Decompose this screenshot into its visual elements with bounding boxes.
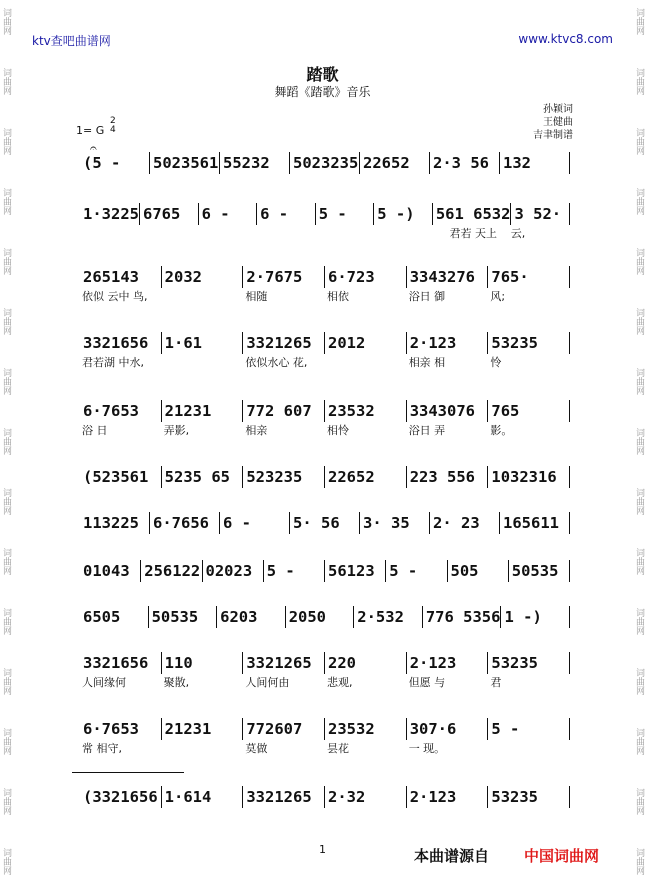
measure: 3321265 bbox=[243, 786, 325, 808]
watermark-text: 词曲网 bbox=[634, 548, 644, 575]
lyric-segment bbox=[141, 225, 202, 241]
lyric-segment: 依似 云中 鸟, bbox=[82, 290, 148, 303]
watermark-text: 词曲网 bbox=[1, 548, 11, 575]
lyrics-line bbox=[80, 354, 570, 370]
lyric-segment bbox=[325, 225, 386, 241]
measure: 3343076 bbox=[407, 400, 489, 422]
lyric-segment bbox=[386, 225, 447, 241]
watermark-text: 词曲网 bbox=[1, 128, 11, 155]
watermark-text: 词曲网 bbox=[634, 608, 644, 635]
notation-line bbox=[80, 606, 570, 628]
score-row bbox=[80, 718, 570, 755]
lyric-segment: 浴日 御 bbox=[408, 290, 446, 303]
measure: 6 - bbox=[199, 203, 258, 225]
measure: (5 - bbox=[80, 152, 150, 174]
watermark-text: 词曲网 bbox=[634, 308, 644, 335]
lyric-segment: 相亲 相 bbox=[408, 356, 446, 369]
footer-site-name[interactable]: 中国词曲网 bbox=[524, 847, 600, 865]
lyric-segment: 君若湖 中水, bbox=[82, 356, 144, 369]
lyric-segment bbox=[264, 225, 325, 241]
measure: 5023235 bbox=[290, 152, 360, 174]
measure: 3343276 bbox=[407, 266, 489, 288]
measure: 772607 bbox=[243, 718, 325, 740]
measure: 3321656 bbox=[80, 652, 162, 674]
lyric-segment: 昙花 bbox=[327, 742, 350, 755]
measure: 223 556 bbox=[407, 466, 489, 488]
lyric-segment: 莫做 bbox=[245, 742, 268, 755]
measure: 55232 bbox=[220, 152, 290, 174]
measure: 1·61 bbox=[162, 332, 244, 354]
score-row bbox=[80, 512, 570, 534]
time-signature bbox=[110, 117, 116, 135]
measure: 50535 bbox=[509, 560, 570, 582]
watermark-text: 词曲网 bbox=[634, 248, 644, 275]
measure: 2012 bbox=[325, 332, 407, 354]
measure: 561 6532 bbox=[433, 203, 512, 225]
measure: 2032 bbox=[162, 266, 244, 288]
lyricist-credit: 孙颖词 bbox=[543, 104, 573, 115]
watermark-text: 词曲网 bbox=[634, 488, 644, 515]
measure: 307·6 bbox=[407, 718, 489, 740]
score-row bbox=[80, 152, 570, 174]
measure: 132 bbox=[500, 152, 570, 174]
watermark-text: 词曲网 bbox=[634, 128, 644, 155]
watermark-text: 词曲网 bbox=[634, 668, 644, 695]
time-sig-top: 2 bbox=[110, 116, 116, 126]
watermark-text: 词曲网 bbox=[634, 188, 644, 215]
footer-source-label: 本曲谱源自 bbox=[414, 847, 490, 865]
lyric-segment: 一 现。 bbox=[408, 742, 446, 755]
measure: 5 -) bbox=[374, 203, 433, 225]
lyrics-line bbox=[80, 225, 570, 241]
measure: 5235 65 bbox=[162, 466, 244, 488]
watermark-text: 词曲网 bbox=[1, 8, 11, 35]
lyric-segment bbox=[325, 354, 407, 370]
watermark-text: 词曲网 bbox=[634, 68, 644, 95]
lyrics-line bbox=[80, 288, 570, 304]
watermark-text: 词曲网 bbox=[1, 728, 11, 755]
watermark-text: 词曲网 bbox=[1, 188, 11, 215]
measure: 765· bbox=[488, 266, 570, 288]
watermark-text: 词曲网 bbox=[634, 8, 644, 35]
score-row bbox=[80, 203, 570, 240]
measure: 5023561 bbox=[150, 152, 220, 174]
measure: 2·7675 bbox=[243, 266, 325, 288]
notation-line bbox=[80, 652, 570, 674]
notation-line bbox=[80, 266, 570, 288]
lyric-segment bbox=[162, 288, 244, 304]
lyric-segment: 相怜 bbox=[327, 424, 350, 437]
watermark-text: 词曲网 bbox=[1, 608, 11, 635]
lyric-segment: 弄影, bbox=[163, 424, 190, 437]
notation-line bbox=[80, 332, 570, 354]
page-subtitle: 舞蹈《踏歌》音乐 bbox=[274, 85, 371, 99]
measure: 256122 bbox=[141, 560, 202, 582]
watermark-text: 词曲网 bbox=[1, 248, 11, 275]
measure: 5 - bbox=[264, 560, 325, 582]
lyric-segment: 人间何由 bbox=[245, 676, 290, 689]
measure: 110 bbox=[162, 652, 244, 674]
watermark-text: 词曲网 bbox=[1, 428, 11, 455]
watermark-text: 词曲网 bbox=[1, 668, 11, 695]
lyrics-line bbox=[80, 422, 570, 438]
lyric-segment bbox=[203, 225, 264, 241]
measure: 22652 bbox=[360, 152, 430, 174]
score-row bbox=[80, 400, 570, 437]
measure: 53235 bbox=[488, 332, 570, 354]
measure: 2·123 bbox=[407, 786, 489, 808]
measure: (3321656 bbox=[80, 786, 162, 808]
lyric-segment: 相随 bbox=[245, 290, 268, 303]
measure: 165611 bbox=[500, 512, 570, 534]
notation-line bbox=[80, 203, 570, 225]
measure: 3321265 bbox=[243, 652, 325, 674]
lyric-segment: 君若 天上 bbox=[449, 227, 497, 240]
measure: 6 - bbox=[220, 512, 290, 534]
measure: 02023 bbox=[203, 560, 264, 582]
measure: 3321265 bbox=[243, 332, 325, 354]
lyric-segment bbox=[80, 225, 141, 241]
measure: 6·7653 bbox=[80, 718, 162, 740]
fermata-icon: 𝄐 bbox=[90, 141, 97, 155]
measure: 21231 bbox=[162, 718, 244, 740]
lyrics-line bbox=[80, 674, 570, 690]
score-row bbox=[80, 786, 570, 808]
measure: 23532 bbox=[325, 718, 407, 740]
page-number: 1 bbox=[319, 843, 326, 856]
notation-line bbox=[80, 560, 570, 582]
lyric-segment: 悲观, bbox=[327, 676, 353, 689]
measure: 6 - bbox=[257, 203, 316, 225]
composer-credit: 王健曲 bbox=[543, 117, 573, 128]
lyric-segment: 浴日 弄 bbox=[408, 424, 446, 437]
measure: 2·3 56 bbox=[430, 152, 500, 174]
right-watermark-strip bbox=[633, 0, 645, 891]
lyric-segment: 但愿 与 bbox=[408, 676, 446, 689]
section-marker-line bbox=[72, 772, 184, 773]
left-watermark-strip bbox=[0, 0, 12, 891]
measure: 6203 bbox=[217, 606, 286, 628]
lyric-segment: 浴 日 bbox=[82, 424, 108, 437]
lyric-segment: 云, bbox=[510, 227, 526, 240]
measure: 23532 bbox=[325, 400, 407, 422]
lyric-segment: 人间缘何 bbox=[82, 676, 126, 689]
watermark-text: 词曲网 bbox=[634, 428, 644, 455]
measure: 2·32 bbox=[325, 786, 407, 808]
measure: 220 bbox=[325, 652, 407, 674]
notation-line bbox=[80, 400, 570, 422]
lyric-segment: 聚散, bbox=[163, 676, 190, 689]
watermark-text: 词曲网 bbox=[1, 68, 11, 95]
lyric-segment: 君 bbox=[490, 676, 502, 689]
key-signature: 1= G bbox=[76, 124, 105, 137]
lyric-segment: 影。 bbox=[490, 424, 513, 437]
measure: 56123 bbox=[325, 560, 386, 582]
measure: 2050 bbox=[286, 606, 355, 628]
measure: 6505 bbox=[80, 606, 149, 628]
measure: 5 - bbox=[316, 203, 375, 225]
measure: 3321656 bbox=[80, 332, 162, 354]
header-left-link[interactable]: ktv查吧曲谱网 bbox=[32, 34, 111, 48]
watermark-text: 词曲网 bbox=[1, 308, 11, 335]
lyric-segment: 相依 bbox=[327, 290, 350, 303]
measure: 5 - bbox=[386, 560, 447, 582]
measure: 776 5356 bbox=[423, 606, 502, 628]
lyric-segment: 怜 bbox=[490, 356, 502, 369]
lyrics-line bbox=[80, 740, 570, 756]
score-row bbox=[80, 606, 570, 628]
measure: 772 607 bbox=[243, 400, 325, 422]
measure: 505 bbox=[448, 560, 509, 582]
notation-line bbox=[80, 466, 570, 488]
measure: 2·123 bbox=[407, 332, 489, 354]
measure: 53235 bbox=[488, 652, 570, 674]
measure: 113225 bbox=[80, 512, 150, 534]
measure: 1·614 bbox=[162, 786, 244, 808]
measure: 765 bbox=[488, 400, 570, 422]
notation-line bbox=[80, 152, 570, 174]
measure: 6·7656 bbox=[150, 512, 220, 534]
measure: 22652 bbox=[325, 466, 407, 488]
measure: 50535 bbox=[149, 606, 218, 628]
measure: 21231 bbox=[162, 400, 244, 422]
watermark-text: 词曲网 bbox=[634, 788, 644, 815]
measure: 1 -) bbox=[501, 606, 570, 628]
measure: 3 52· bbox=[511, 203, 570, 225]
measure: 01043 bbox=[80, 560, 141, 582]
score-row bbox=[80, 560, 570, 582]
measure: 1032316 bbox=[488, 466, 570, 488]
measure: (523561 bbox=[80, 466, 162, 488]
notation-line bbox=[80, 786, 570, 808]
measure: 2· 23 bbox=[430, 512, 500, 534]
measure: 2·532 bbox=[354, 606, 423, 628]
lyric-segment bbox=[488, 740, 570, 756]
watermark-text: 词曲网 bbox=[634, 368, 644, 395]
measure: 5· 56 bbox=[290, 512, 360, 534]
score-row bbox=[80, 332, 570, 369]
notation-line bbox=[80, 718, 570, 740]
header-right-link[interactable]: www.ktvc8.com bbox=[518, 32, 613, 46]
watermark-text: 词曲网 bbox=[1, 488, 11, 515]
measure: 3· 35 bbox=[360, 512, 430, 534]
measure: 6765 bbox=[140, 203, 199, 225]
lyric-segment: 相亲 bbox=[245, 424, 268, 437]
page-title: 踏歌 bbox=[306, 65, 339, 84]
watermark-text: 词曲网 bbox=[634, 728, 644, 755]
measure: 6·7653 bbox=[80, 400, 162, 422]
lyric-segment: 依似水心 花, bbox=[245, 356, 308, 369]
measure: 6·723 bbox=[325, 266, 407, 288]
lyric-segment bbox=[162, 354, 244, 370]
notation-line bbox=[80, 512, 570, 534]
score-row bbox=[80, 266, 570, 303]
measure: 5 - bbox=[488, 718, 570, 740]
measure: 53235 bbox=[488, 786, 570, 808]
score-row bbox=[80, 466, 570, 488]
watermark-text: 词曲网 bbox=[1, 788, 11, 815]
arranger-credit: 吉聿制谱 bbox=[533, 130, 573, 141]
lyric-segment: 常 相守, bbox=[82, 742, 122, 755]
watermark-text: 词曲网 bbox=[1, 848, 11, 875]
measure: 265143 bbox=[80, 266, 162, 288]
score-row bbox=[80, 652, 570, 689]
measure: 1·3225 bbox=[80, 203, 140, 225]
time-sig-bottom: 4 bbox=[110, 125, 116, 135]
lyric-segment: 风; bbox=[490, 290, 506, 303]
watermark-text: 词曲网 bbox=[634, 848, 644, 875]
lyric-segment bbox=[162, 740, 244, 756]
measure: 523235 bbox=[243, 466, 325, 488]
watermark-text: 词曲网 bbox=[1, 368, 11, 395]
measure: 2·123 bbox=[407, 652, 489, 674]
